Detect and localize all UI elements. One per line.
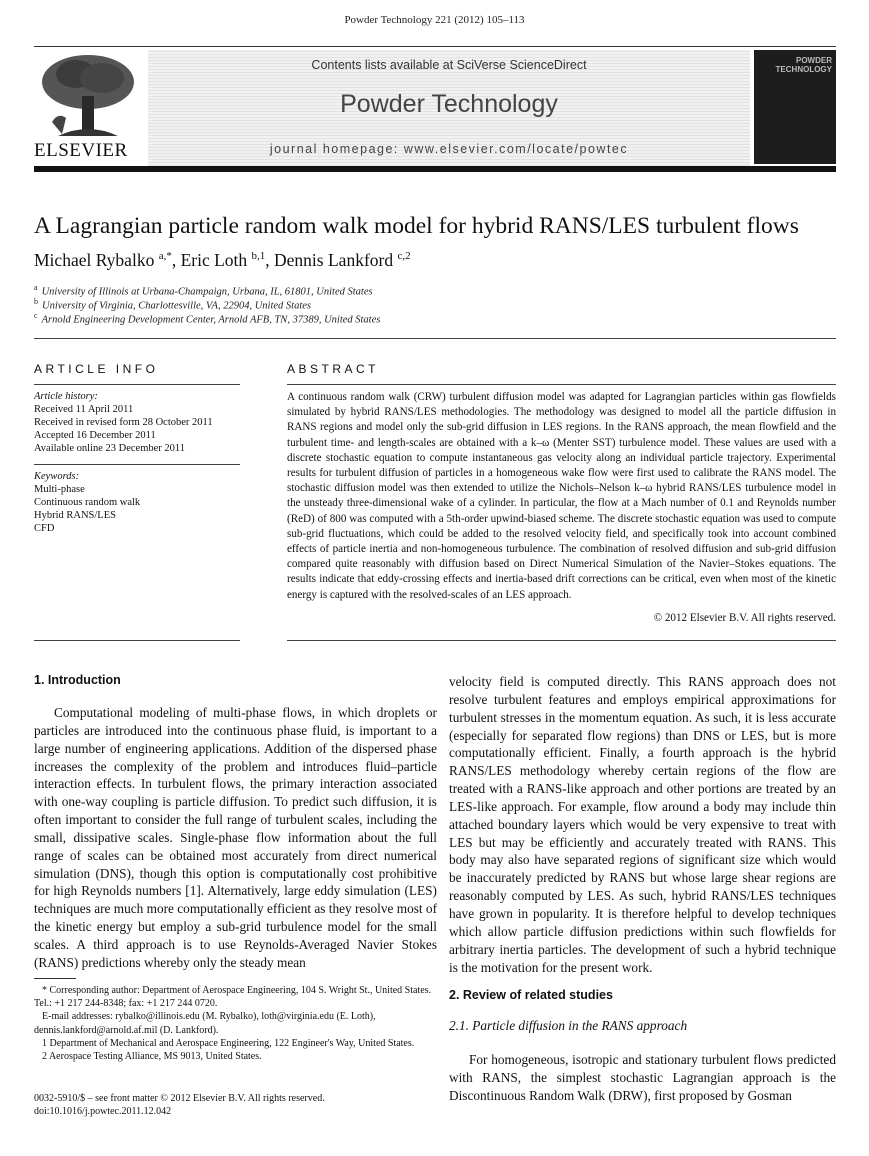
affiliation — [34, 283, 373, 298]
intro-paragraph: Computational modeling of multi-phase flows, in which droplets or particles are introduced into the continuous phase fluid, is important to a large number of engineering applications. Addition of the dispersed phase increases the complexity of the problem and introduces fluid–particle interaction effects. In turbulent flows, the primary interaction associated with one-way coupling is particle diffusion. To predict such diffusion, it is often important to consider the full range of turbulent scales, including the small, dissipative scales. Single-phase flow information about the full range of scales can be obtained most accurately from direct numerical simulation (DNS), though this option is computationally cost prohibitive for high Reynolds numbers [1]. Alternatively, large eddy simulation (LES) techniques are much more computationally efficient as they resolve most of the kinetic energy but employ a sub-grid turbulence model for the small scales. A third approach is to use Reynolds-Averaged Navier Stokes (RANS) predictions whereby only the steady mean — [34, 705, 437, 970]
abstract-heading: ABSTRACT — [287, 362, 380, 376]
publisher-wordmark: ELSEVIER — [34, 140, 128, 161]
section-divider — [287, 640, 836, 641]
article-history-label: Article history: — [34, 391, 98, 402]
doi-line[interactable]: doi:10.1016/j.powtec.2011.12.042 — [34, 1106, 172, 1117]
article-title: A Lagrangian particle random walk model for hybrid RANS/LES turbulent flows — [34, 213, 799, 239]
history-online: Available online 23 December 2011 — [34, 443, 186, 454]
intro-paragraph-continued: velocity field is computed directly. This RANS approach does not resolve turbulent features and employs empirical approximations for turbulent stresses in the momentum equation. As such, it is less accurate (especially for separated flow regions) than DNS or LES, but is more computationally efficient. Finally, a fourth approach is the hybrid RANS/LES methodology whereby certain regions of the flow are treated with a RANS-like approach and other portions are treated by an LES-like approach. For example, flow around a body may include thin attached boundary layers which would be very expensive to treat with LES but may be efficiently and accurately treated with RANS. This body may also have separated regions of significant size which would be inaccurately predicted by RANS but whose large shear regions are reasonably computed by LES. As such, hybrid RANS/LES techniques have grown in popularity. It is therefore helpful to develop techniques which allow particle diffusion predictions within such flowfields for arbitrary inertia particles. The development of such a hybrid technique is the motivation for the present work. — [449, 674, 836, 975]
elsevier-logo — [34, 52, 146, 164]
keyword[interactable]: Multi-phase — [34, 484, 85, 495]
footnote-1: 1 Department of Mechanical and Aerospace Engineering, 122 Engineer's Way, United States. — [42, 1037, 415, 1049]
keyword[interactable]: Hybrid RANS/LES — [34, 510, 116, 521]
journal-banner — [148, 50, 750, 166]
history-accepted: Accepted 16 December 2011 — [34, 430, 156, 441]
affiliation-mark: b — [34, 297, 38, 306]
affiliation-text: University of Virginia, Charlottesville, VA, 22904, United States — [42, 300, 311, 312]
author-name[interactable]: Dennis Lankford — [274, 250, 394, 270]
section-divider — [34, 640, 240, 641]
affiliation-text: University of Illinois at Urbana-Champaign, Urbana, IL, 61801, United States — [41, 286, 373, 298]
footnote-emails: E-mail addresses: rybalko@illinois.edu (M. Rybalko), loth@virginia.edu (E. Loth), dennis.lankford@arnold.af.mil (D. Lankford). — [34, 1011, 376, 1036]
footnote-corresponding: * Corresponding author: Department of Aerospace Engineering, 104 S. Wright St., United States. Tel.: +1 217 244-8348; fax: +1 217 244 0720. — [34, 985, 432, 1010]
abstract-body: A continuous random walk (CRW) turbulent diffusion model was adapted for Lagrangian particles within gas flowfields simulated by hybrid RANS/LES methodologies. The methodology was designed to model all the particle diffusion in RANS regions and model only the sub-grid diffusion in LES regions. In the RANS approach, the mean flowfield and the turbulent time- and length-scales are obtained with a k–ω (Menter SST) turbulence model. These values are used with a discrete stochastic equation to compute instantaneous gas velocity along an individual particle trajectory. Experimental results for turbulent diffusion of particles in a homogeneous wake flow were first used to calibrate the RANS model. The stochastic diffusion model was then extended to utilize the Nichols–Nelson k–ω hybrid RANS/LES turbulence model in the unsteady three-dimensional wake of a cylinder. In particular, the flow at a Mach number of 0.1 and Reynolds number (ReD) of 800 was computed with a 5th-order upwind-biased scheme. The discrete stochastic equation was used to compute sub-grid fluctuations, which could be added to the resolved velocity field, and specifically took into account combined effects of particle inertia and non-homogeneous turbulence. The combination of resolved diffusion and sub-grid diffusion compared quite reasonably with diffusion based on Direct Numerical Simulation of the Navier–Stokes equations. The results indicate that eddy-crossing effects and inertia-based drift corrections can be critical, even when most of the kinetic energy is captured with the resolved-scales of an LES approach. — [287, 391, 836, 601]
left-column — [34, 673, 437, 972]
footnotes — [34, 984, 437, 1063]
journal-citation: Powder Technology 221 (2012) 105–113 — [344, 14, 525, 26]
section-heading-introduction: 1. Introduction — [34, 673, 121, 687]
abstract-rule — [287, 384, 836, 385]
author-name[interactable]: Eric Loth — [180, 250, 248, 270]
keyword[interactable]: Continuous random walk — [34, 497, 141, 508]
contents-line: Contents lists available at SciVerse ScienceDirect — [311, 58, 587, 72]
affiliation-text: Arnold Engineering Development Center, Arnold AFB, TN, 37389, United States — [41, 314, 381, 326]
review-paragraph: For homogeneous, isotropic and stationary turbulent flows predicted with RANS, the simplest stochastic Lagrangian approach is the Discontinuous Random Walk (DRW), first proposed by Gosman — [449, 1052, 836, 1104]
history-received: Received 11 April 2011 — [34, 404, 134, 415]
affiliation-mark: c — [34, 311, 38, 320]
author-marks: a,* — [158, 250, 172, 263]
abstract-copyright: © 2012 Elsevier B.V. All rights reserved. — [653, 612, 836, 624]
section-divider — [34, 338, 836, 339]
article-info-rule — [34, 384, 240, 385]
issn-line: 0032-5910/$ – see front matter © 2012 Elsevier B.V. All rights reserved. — [34, 1093, 325, 1104]
header-rule — [34, 46, 836, 47]
author-name[interactable]: Michael Rybalko — [34, 250, 155, 270]
affiliation — [34, 311, 380, 326]
journal-homepage-link[interactable]: journal homepage: www.elsevier.com/locate/powtec — [269, 142, 629, 156]
keywords-rule — [34, 464, 240, 465]
author-marks: c,2 — [397, 250, 411, 263]
subsection-heading: 2.1. Particle diffusion in the RANS approach — [449, 1018, 688, 1034]
author-marks: b,1 — [251, 250, 266, 263]
article-info-heading: ARTICLE INFO — [34, 362, 159, 376]
journal-name: Powder Technology — [340, 90, 558, 118]
elsevier-tree-icon — [38, 52, 138, 140]
author-list: Michael Rybalko $^{a,*}$, Eric Loth $^{b,1}$, Dennis Lankford $^{c,2}$ — [34, 250, 411, 270]
right-column — [449, 673, 836, 1105]
header-thick-rule — [34, 166, 836, 172]
footnote-rule — [34, 978, 76, 979]
keywords-label: Keywords: — [34, 471, 80, 482]
affiliation-mark: a — [34, 283, 38, 292]
section-heading-review: 2. Review of related studies — [449, 988, 613, 1003]
history-revised: Received in revised form 28 October 2011 — [34, 417, 213, 428]
keyword[interactable]: CFD — [34, 523, 55, 534]
cover-title: POWDER TECHNOLOGY — [775, 56, 832, 74]
footnote-2: 2 Aerospace Testing Alliance, MS 9013, United States. — [42, 1051, 262, 1063]
journal-cover-image — [754, 50, 836, 164]
affiliation — [34, 297, 311, 312]
